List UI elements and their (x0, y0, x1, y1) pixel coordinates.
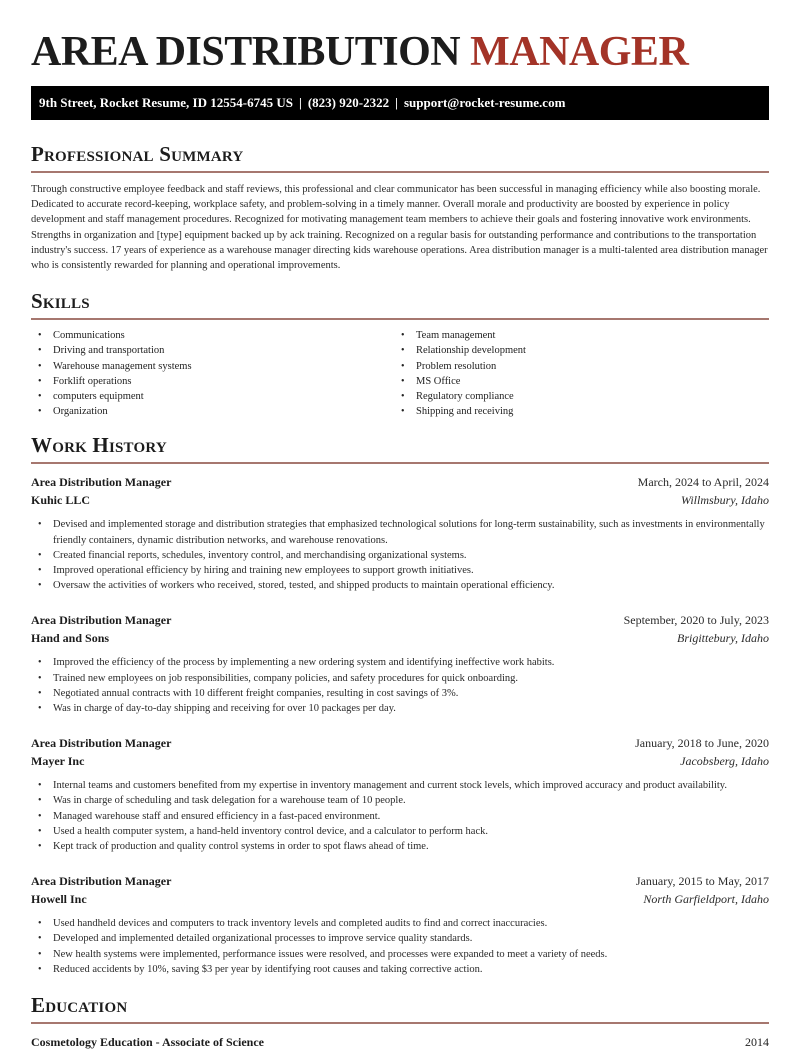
job-header (31, 611, 769, 629)
summary-text: Through constructive employee feedback and staff reviews, this professional and clear communicator has been successful in managing efficiency while also boosting morale. Dedicated to accurate record-keeping, workplace safety, and problem-solving in a timely manner. Overall morale and productivity are boosted by experience in policy development and staff management procedures. Recognized for motivating management team members to achieve their goals and fostering innovative work environments. Strengths in organization and [type] equipment backed up by ack training. Recognized on a regular basis for outstanding performance and contributions to the transportation industry's success. 17 years of experience as a warehouse manager directing kids warehouse operations. Area distribution manager is a multi-talented area distribution manager who is consistently rewarded for planning and operational improvements. (31, 184, 768, 272)
job-company: Hand and Sons (31, 631, 110, 646)
name-main: AREA DISTRIBUTION (31, 29, 461, 75)
skill-item: • computers equipment (31, 389, 394, 404)
section-divider (31, 462, 769, 464)
job-location: Brigittebury, Idaho (677, 631, 769, 646)
job-bullet: • Developed and implemented detailed organizational processes to improve service quality standards. (31, 931, 769, 946)
section-title-summary: Professional Summary (31, 142, 244, 166)
job-bullets (31, 778, 769, 854)
job-subheader (31, 629, 769, 647)
skill-item: • Warehouse management systems (31, 359, 394, 374)
job-entry (31, 473, 769, 593)
job-bullet: • Reduced accidents by 10%, saving $3 per year by identifying root causes and taking corrective action. (31, 962, 769, 977)
section-title-education: Education (31, 993, 128, 1018)
skill-item: • Shipping and receiving (394, 404, 757, 419)
job-dates: January, 2018 to June, 2020 (635, 736, 769, 751)
job-bullet: • Managed warehouse staff and ensured efficiency in a fast-paced environment. (31, 809, 769, 824)
skill-item: • Regulatory compliance (394, 389, 757, 404)
contact-bar (31, 86, 769, 120)
job-bullet: • Oversaw the activities of workers who received, stored, tested, and shipped products to maintain operational efficiency. (31, 578, 769, 593)
job-location: North Garfieldport, Idaho (643, 892, 769, 907)
job-dates: March, 2024 to April, 2024 (637, 475, 769, 490)
skill-item: • Communications (31, 328, 394, 343)
job-bullet: • Used a health computer system, a hand-held inventory control device, and a calculator to perform hack. (31, 824, 769, 839)
education-year: 2014 (745, 1035, 769, 1050)
job-bullet: • Trained new employees on job responsibilities, company policies, and safety procedures for quick onboarding. (31, 671, 769, 686)
job-subheader (31, 752, 769, 770)
job-title: Area Distribution Manager (31, 475, 172, 490)
skill-item: • MS Office (394, 374, 757, 389)
job-location: Willmsbury, Idaho (680, 493, 769, 508)
skills-column-left (31, 328, 394, 419)
contact-phone: (823) 920-2322 (307, 95, 390, 110)
candidate-name (31, 28, 769, 76)
education-degree: Cosmetology Education - Associate of Science (31, 1035, 264, 1050)
job-title: Area Distribution Manager (31, 613, 172, 628)
job-bullet: • Kept track of production and quality control systems in order to spot flaws ahead of time. (31, 839, 769, 854)
job-bullet: • Used handheld devices and computers to track inventory levels and completed audits to find and correct inaccuracies. (31, 916, 769, 931)
job-bullets (31, 655, 769, 716)
job-subheader (31, 890, 769, 908)
job-bullet: • Devised and implemented storage and distribution strategies that emphasized technological solutions for long-term sustainability, such as investments in environmentally friendly containers, dynamic distribution networks, and warehouse renovations. (31, 517, 769, 547)
job-company: Kuhic LLC (31, 493, 91, 508)
section-divider (31, 1022, 769, 1024)
skills-column-right (394, 328, 757, 419)
job-title: Area Distribution Manager (31, 874, 172, 889)
job-dates: January, 2015 to May, 2017 (635, 874, 769, 889)
job-bullets (31, 916, 769, 977)
job-bullet: • Improved the efficiency of the process by implementing a new ordering system and identifying ineffective work habits. (31, 655, 769, 670)
skill-item: • Driving and transportation (31, 343, 394, 358)
job-title: Area Distribution Manager (31, 736, 172, 751)
job-location: Jacobsberg, Idaho (680, 754, 769, 769)
name-accent: MANAGER (470, 29, 689, 75)
job-subheader (31, 491, 769, 509)
section-title-work: Work History (31, 433, 167, 458)
section-divider (31, 318, 769, 320)
job-bullet: • Was in charge of day-to-day shipping and receiving for over 10 packages per day. (31, 701, 769, 716)
job-bullet: • Negotiated annual contracts with 10 different freight companies, resulting in cost savings of 3%. (31, 686, 769, 701)
contact-email[interactable]: support@rocket-resume.com (403, 95, 566, 110)
skill-item: • Organization (31, 404, 394, 419)
job-entry (31, 872, 769, 977)
education-entry (31, 1034, 769, 1050)
job-company: Mayer Inc (31, 754, 85, 769)
job-bullet: • Was in charge of scheduling and task delegation for a warehouse team of 10 people. (31, 793, 769, 808)
job-bullet: • New health systems were implemented, performance issues were resolved, and processes were expanded to meet a variety of needs. (31, 947, 769, 962)
contact-separator: | (298, 95, 302, 110)
contact-separator: | (395, 95, 398, 110)
skill-item: • Problem resolution (394, 359, 757, 374)
job-bullet: • Created financial reports, schedules, inventory control, and merchandising organizational systems. (31, 548, 769, 563)
job-bullet: • Improved operational efficiency by hiring and training new employees to support growth initiatives. (31, 563, 769, 578)
job-company: Howell Inc (31, 892, 87, 907)
skill-item: • Relationship development (394, 343, 757, 358)
skill-item: • Team management (394, 328, 757, 343)
job-bullets (31, 517, 769, 593)
job-entry (31, 611, 769, 716)
job-bullet: • Internal teams and customers benefited from my expertise in inventory management and current stock levels, which improved accuracy and product availability. (31, 778, 769, 793)
skill-item: • Forklift operations (31, 374, 394, 389)
job-entry (31, 734, 769, 854)
job-header (31, 734, 769, 752)
job-header (31, 872, 769, 890)
contact-address: 9th Street, Rocket Resume, ID 12554-6745 US (39, 95, 293, 110)
section-title-skills: Skills (31, 289, 90, 314)
section-divider (31, 171, 769, 173)
job-dates: September, 2020 to July, 2023 (623, 613, 769, 628)
job-header (31, 473, 769, 491)
skills-list (31, 328, 769, 419)
